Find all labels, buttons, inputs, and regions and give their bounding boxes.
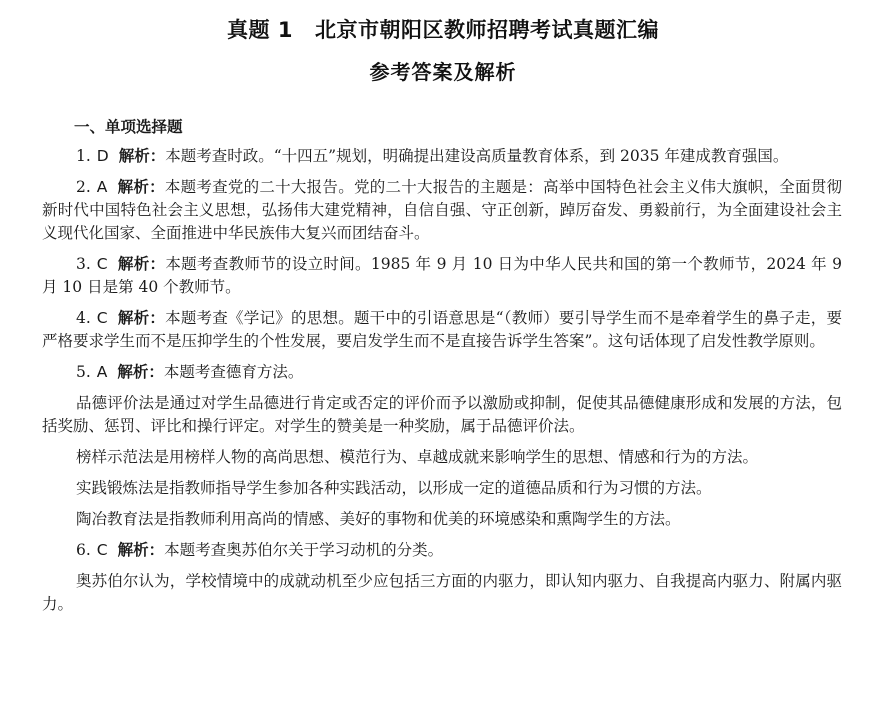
item-number: 4. [76, 309, 91, 327]
item-5-paragraph: 实践锻炼法是指教师指导学生参加各种实践活动，以形成一定的道德品质和行为习惯的方法。 [76, 479, 712, 497]
item-number: 3. [76, 255, 91, 273]
answer-content [42, 116, 842, 624]
item-text: 本题考查党的二十大报告。党的二十大报告的主题是：高举中国特色社会主义伟大旗帜，全面贯彻新时代中国特色社会主义思想，弘扬伟大建党精神，自信自强、守正创新，踔厉奋发、勇毅前行，为全面建设社会主义现代化国家、全面推进中华民族伟大复兴而团结奋斗。 [42, 178, 842, 242]
item-label: 解析： [117, 309, 166, 327]
item-label: 解析： [117, 363, 164, 381]
item-text: 本题考查德育方法。 [163, 363, 304, 381]
item-answer: A [96, 363, 108, 381]
item-text: 本题考查时政。“十四五”规划，明确提出建设高质量教育体系，到 2035 年建成教育强国。 [165, 147, 789, 165]
item-answer: C [96, 309, 108, 327]
item-answer: A [96, 178, 108, 196]
page-title [0, 14, 886, 44]
item-label: 解析： [117, 541, 165, 559]
item-answer: D [96, 147, 109, 165]
item-label: 解析： [117, 255, 166, 273]
item-text: 本题考查奥苏伯尔关于学习动机的分类。 [164, 541, 444, 559]
item-number: 1. [76, 147, 91, 165]
title-prefix: 真题 1 [227, 18, 293, 42]
page-subtitle: 参考答案及解析 [369, 60, 517, 84]
item-5-paragraph: 品德评价法是通过对学生品德进行肯定或否定的评价而予以激励或抑制，促使其品德健康形成和发展的方法，包括奖励、惩罚、评比和操行评定。对学生的赞美是一种奖励，属于品德评价法。 [42, 394, 842, 435]
item-5-paragraph: 榜样示范法是用榜样人物的高尚思想、模范行为、卓越成就来影响学生的思想、情感和行为的方法。 [76, 448, 759, 466]
item-text: 本题考查教师节的设立时间。1985 年 9 月 10 日为中华人民共和国的第一个教师节，2024 年 9 月 10 日是第 40 个教师节。 [42, 255, 842, 296]
item-6-paragraph: 奥苏伯尔认为，学校情境中的成就动机至少应包括三方面的内驱力，即认知内驱力、自我提高内驱力、附属内驱力。 [42, 572, 842, 613]
item-text: 本题考查《学记》的思想。题干中的引语意思是“（教师）要引导学生而不是牵着学生的鼻子走，要严格要求学生而不是压抑学生的个性发展，要启发学生而不是直接告诉学生答案”。这句话体现了启发性教学原则。 [42, 309, 842, 350]
answer-item-4 [42, 307, 842, 353]
answer-item-5 [42, 361, 842, 384]
item-label: 解析： [118, 147, 166, 165]
item-number: 6. [76, 541, 91, 559]
section-heading: 一、单项选择题 [74, 118, 183, 136]
item-answer: C [96, 255, 108, 273]
item-5-paragraph: 陶冶教育法是指教师利用高尚的情感、美好的事物和优美的环境感染和熏陶学生的方法。 [76, 510, 681, 528]
item-number: 5. [76, 363, 91, 381]
item-answer: C [96, 541, 108, 559]
title-main: 北京市朝阳区教师招聘考试真题汇编 [314, 18, 659, 42]
item-label: 解析： [117, 178, 165, 196]
item-number: 2. [76, 178, 91, 196]
answer-item-6 [42, 539, 842, 562]
answer-item-2 [42, 176, 842, 245]
answer-item-1 [42, 145, 842, 168]
answer-item-3 [42, 253, 842, 299]
